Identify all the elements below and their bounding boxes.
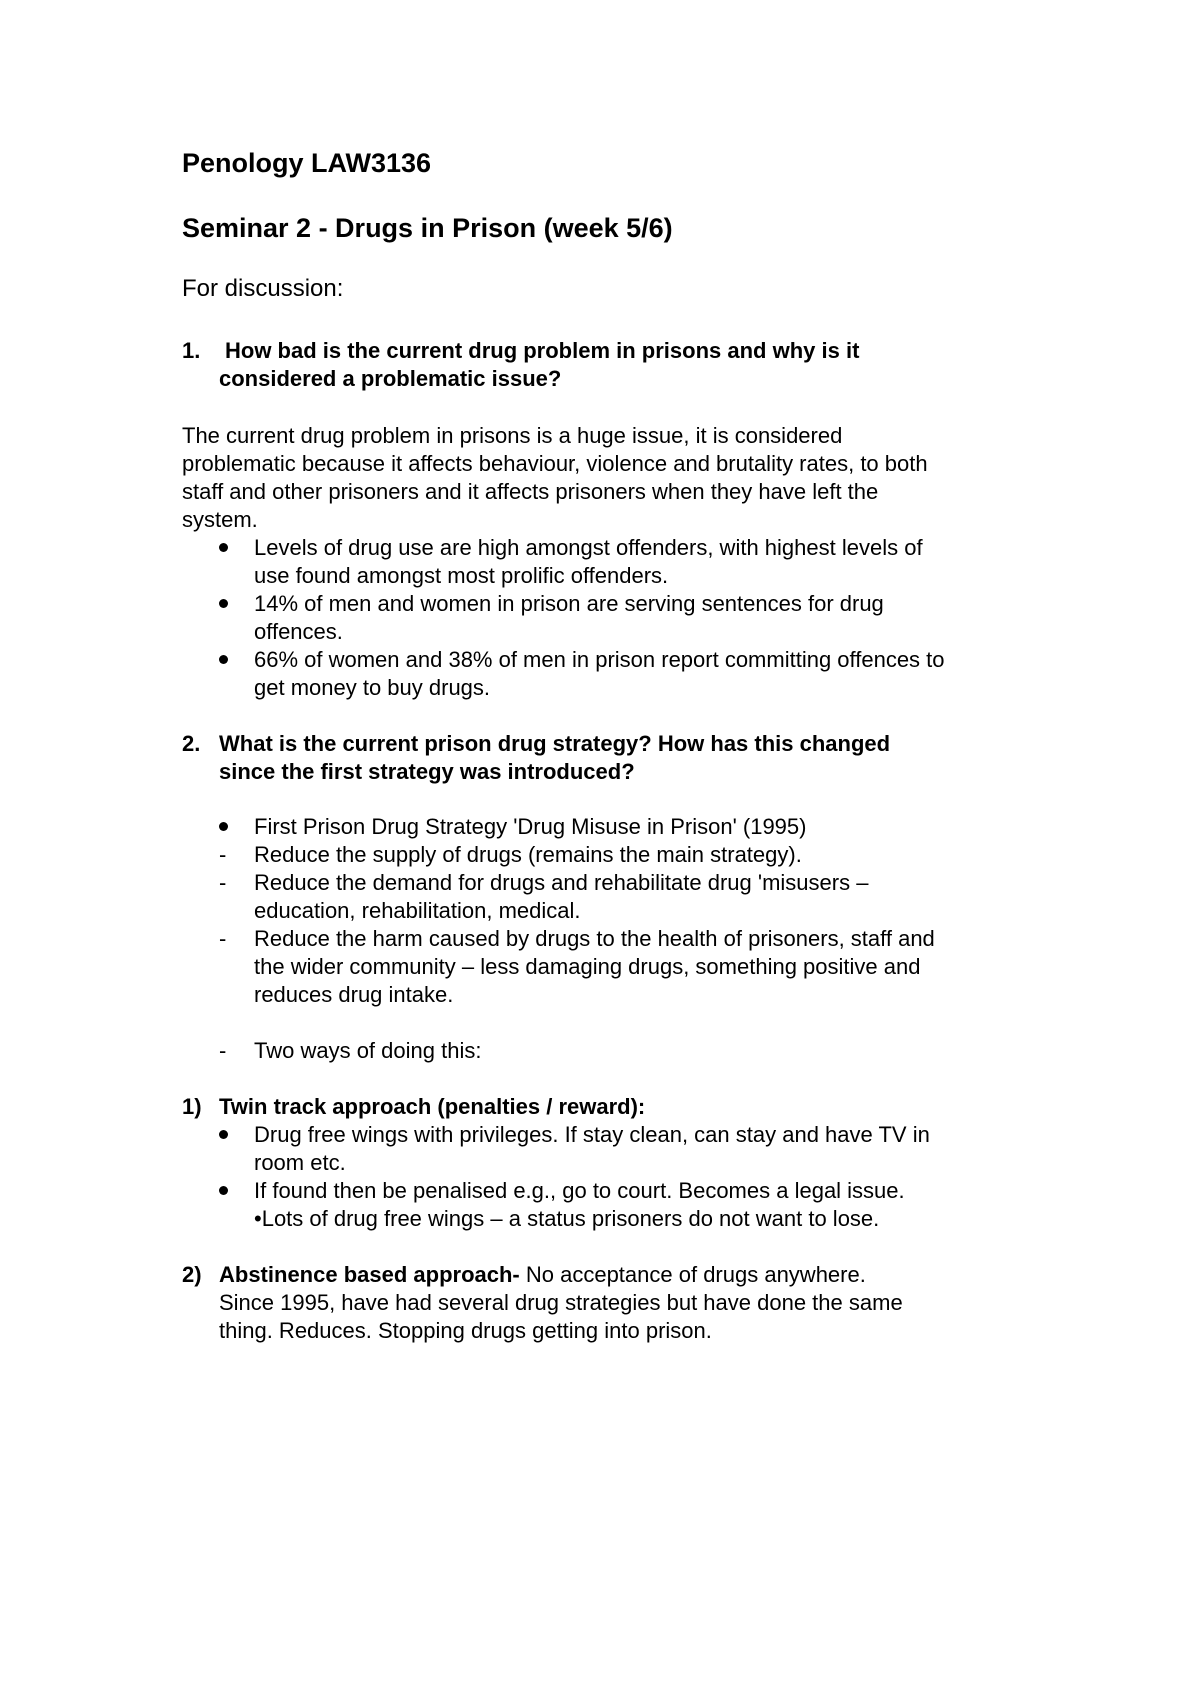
approach-2-line xyxy=(219,1261,866,1289)
paragraph-line: Since 1995, have had several drug strategies but have done the same xyxy=(219,1290,903,1315)
list-item: reduces drug intake. xyxy=(254,982,454,1007)
paragraph-line: staff and other prisoners and it affects prisoners when they have left the xyxy=(182,479,879,504)
paragraph-line: thing. Reduces. Stopping drugs getting into prison. xyxy=(219,1318,712,1343)
list-item: 14% of men and women in prison are serving sentences for drug xyxy=(254,591,884,616)
bullet-icon xyxy=(219,599,228,608)
dash-marker: - xyxy=(219,1038,227,1063)
list-item: room etc. xyxy=(254,1150,346,1175)
seminar-title: Seminar 2 - Drugs in Prison (week 5/6) xyxy=(182,213,673,243)
list-item: Two ways of doing this: xyxy=(254,1038,482,1063)
question-1-text: How bad is the current drug problem in prisons and why is it xyxy=(225,338,860,363)
approach-1-title: Twin track approach (penalties / reward): xyxy=(219,1094,646,1119)
question-2-text: since the first strategy was introduced? xyxy=(219,759,635,784)
list-item: offences. xyxy=(254,619,343,644)
list-item: get money to buy drugs. xyxy=(254,675,491,700)
approach-2-title: Abstinence based approach- xyxy=(219,1262,520,1287)
document-title: Penology LAW3136 xyxy=(182,148,432,178)
paragraph-line: problematic because it affects behaviour, violence and brutality rates, to both xyxy=(182,451,928,476)
list-item: Reduce the supply of drugs (remains the main strategy). xyxy=(254,842,802,867)
list-item: •Lots of drug free wings – a status prisoners do not want to lose. xyxy=(254,1206,880,1231)
list-item: 66% of women and 38% of men in prison report committing offences to xyxy=(254,647,945,672)
dash-marker: - xyxy=(219,842,227,867)
paragraph-line: system. xyxy=(182,507,258,532)
list-item: Levels of drug use are high amongst offenders, with highest levels of xyxy=(254,535,923,560)
list-item: First Prison Drug Strategy 'Drug Misuse in Prison' (1995) xyxy=(254,814,807,839)
list-item: Drug free wings with privileges. If stay clean, can stay and have TV in xyxy=(254,1122,930,1147)
question-1-number: 1. xyxy=(182,338,201,363)
bullet-icon xyxy=(219,1130,228,1139)
list-item: use found amongst most prolific offenders. xyxy=(254,563,669,588)
bullet-icon xyxy=(219,543,228,552)
approach-2-number: 2) xyxy=(182,1262,202,1287)
list-item: If found then be penalised e.g., go to court. Becomes a legal issue. xyxy=(254,1178,905,1203)
approach-2-text: No acceptance of drugs anywhere. xyxy=(519,1262,866,1287)
list-item: the wider community – less damaging drugs, something positive and xyxy=(254,954,921,979)
list-item: Reduce the harm caused by drugs to the health of prisoners, staff and xyxy=(254,926,935,951)
bullet-icon xyxy=(219,655,228,664)
list-item: Reduce the demand for drugs and rehabilitate drug 'misusers – xyxy=(254,870,869,895)
bullet-icon xyxy=(219,822,228,831)
question-1-text: considered a problematic issue? xyxy=(219,366,562,391)
discussion-heading: For discussion: xyxy=(182,275,344,302)
bullet-icon xyxy=(219,1186,228,1195)
list-item: education, rehabilitation, medical. xyxy=(254,898,581,923)
question-2-text: What is the current prison drug strategy? How has this changed xyxy=(219,731,891,756)
question-2-number: 2. xyxy=(182,731,201,756)
dash-marker: - xyxy=(219,926,227,951)
dash-marker: - xyxy=(219,870,227,895)
paragraph-line: The current drug problem in prisons is a huge issue, it is considered xyxy=(182,423,843,448)
approach-1-number: 1) xyxy=(182,1094,202,1119)
